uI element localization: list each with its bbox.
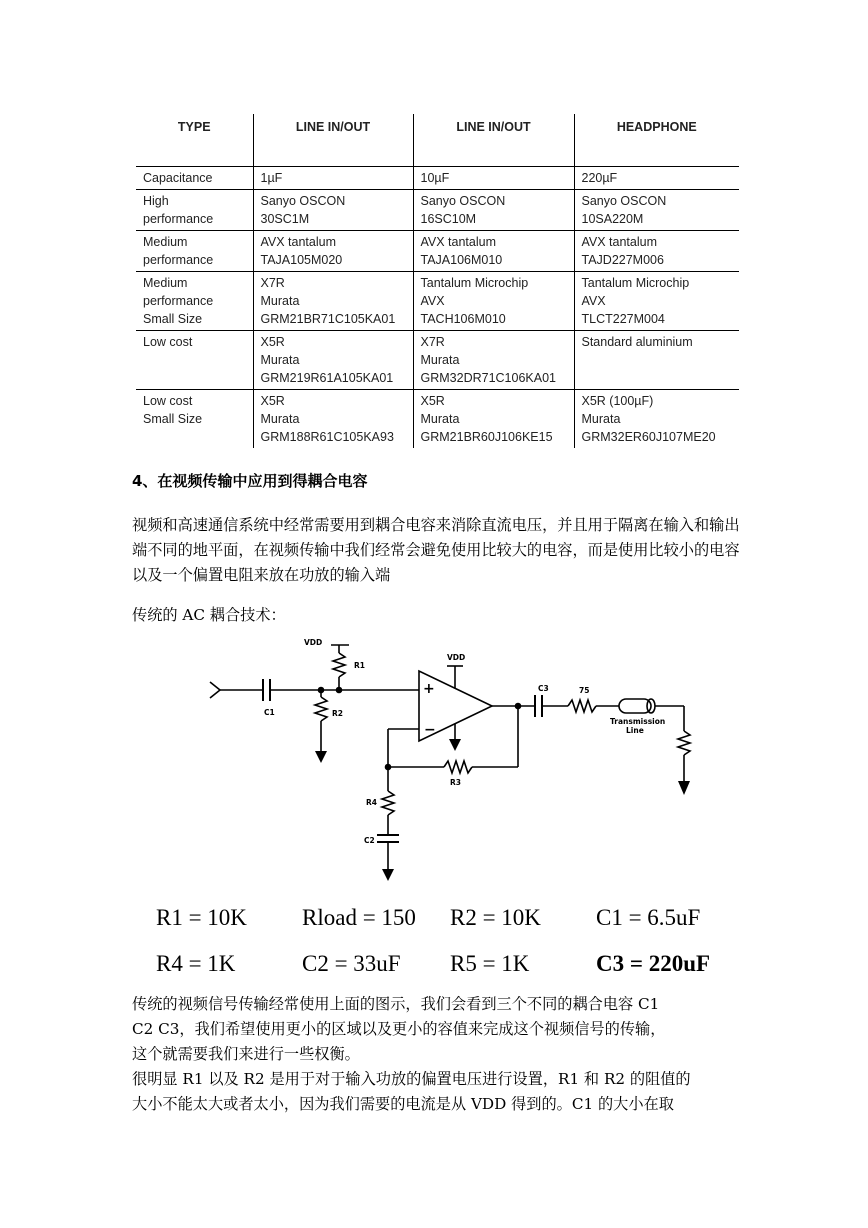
cell-line: Small Size: [143, 412, 203, 426]
cell-line: GRM21BR71C105KA01: [260, 312, 396, 326]
cell-line: AVX: [581, 294, 606, 308]
table-row: [136, 390, 739, 449]
table-cell: [253, 231, 413, 272]
cell-line: TACH106M010: [420, 312, 506, 326]
cell-line: TAJA105M020: [260, 253, 343, 267]
label-r2: R2: [332, 709, 343, 718]
circuit-wires: [210, 645, 690, 869]
r3-resistor: [444, 761, 472, 773]
text-line: 这个就需要我们来进行一些权衡。: [132, 1045, 360, 1063]
table-cell: [574, 231, 739, 272]
header-type: TYPE: [136, 114, 253, 167]
table-cell: [574, 190, 739, 231]
label-c3: C3: [538, 684, 549, 693]
cell-line: TAJA106M010: [420, 253, 503, 267]
cell-line: Murata: [420, 353, 460, 367]
cell-line: AVX tantalum: [581, 235, 658, 249]
value-r1: R1 = 10K: [156, 905, 247, 930]
table-cell: [413, 167, 574, 190]
value-c3: C3 = 220uF: [596, 951, 711, 976]
label-r4: R4: [366, 798, 377, 807]
cell-line: Murata: [260, 294, 300, 308]
r2-resistor: [315, 697, 327, 721]
table-cell: [413, 190, 574, 231]
table-row: [136, 272, 739, 331]
cell-line: Murata: [260, 353, 300, 367]
input-arrow: [210, 682, 220, 698]
cell-line: Murata: [581, 412, 621, 426]
cell-line: AVX tantalum: [420, 235, 497, 249]
table-cell: [136, 231, 253, 272]
ground-icon: [678, 781, 690, 795]
ground-icon: [382, 869, 394, 881]
table-cell: [413, 331, 574, 390]
cell-line: Sanyo OSCON: [581, 194, 667, 208]
load-resistor: [678, 731, 690, 755]
cell-line: Low cost: [143, 394, 193, 408]
r4-resistor: [382, 791, 394, 815]
ground-symbols: [315, 739, 690, 881]
cell-line: GRM188R61C105KA93: [260, 430, 394, 444]
opamp-plus-sign: +: [423, 681, 435, 697]
cell-line: 16SC10M: [420, 212, 477, 226]
cell-line: X7R: [260, 276, 285, 290]
cell-line: Murata: [420, 412, 460, 426]
table-cell: [253, 390, 413, 449]
value-rload: Rload = 150: [302, 905, 416, 930]
cell-line: Low cost: [143, 335, 193, 349]
cell-line: Sanyo OSCON: [420, 194, 506, 208]
text-line: 传统的视频信号传输经常使用上面的图示，我们会看到三个不同的耦合电容 C1: [132, 995, 660, 1013]
value-r5: R5 = 1K: [450, 951, 530, 976]
cell-line: AVX tantalum: [260, 235, 337, 249]
ground-icon: [449, 739, 461, 751]
cell-line: TAJD227M006: [581, 253, 664, 267]
label-r1: R1: [354, 661, 365, 670]
ac-coupling-circuit-diagram: [136, 633, 736, 990]
text-line: 大小不能太大或者太小，因为我们需要的电流是从 VDD 得到的。C1 的大小在取: [132, 1095, 674, 1113]
cell-line: Tantalum Microchip: [581, 276, 690, 290]
section-heading: 4、在视频传输中应用到得耦合电容: [132, 472, 368, 490]
r1-resistor: [333, 653, 345, 677]
table-cell: [136, 272, 253, 331]
label-c2: C2: [364, 836, 375, 845]
paragraph-ac-coupling-title: 传统的 AC 耦合技术：: [132, 606, 286, 624]
opamp-minus-sign: −: [424, 722, 436, 738]
cell-line: 10SA220M: [581, 212, 644, 226]
value-r2: R2 = 10K: [450, 905, 541, 930]
table-cell: [136, 331, 253, 390]
table-cell: [253, 331, 413, 390]
table-row: [136, 167, 739, 190]
cell-line: performance: [143, 294, 214, 308]
header-line-in-out-1: LINE IN/OUT: [253, 114, 413, 167]
table-cell: [574, 167, 739, 190]
cell-line: X5R: [420, 394, 445, 408]
cell-line: Small Size: [143, 312, 203, 326]
table-cell: [574, 272, 739, 331]
text-line: C2 C3，我们希望使用更小的区域以及更小的容值来完成这个视频信号的传输，: [132, 1020, 666, 1038]
label-r75: 75: [579, 686, 590, 695]
cell-line: Sanyo OSCON: [260, 194, 346, 208]
table-cell: [136, 167, 253, 190]
table-row: [136, 231, 739, 272]
table-cell: [136, 190, 253, 231]
table-cell: [253, 272, 413, 331]
cell-line: X7R: [420, 335, 445, 349]
table-row: [136, 190, 739, 231]
table-cell: [413, 272, 574, 331]
table-cell: [413, 390, 574, 449]
cell-line: TLCT227M004: [581, 312, 665, 326]
table-cell: [574, 390, 739, 449]
cell-line: 10µF: [420, 171, 450, 185]
text-line: 很明显 R1 以及 R2 是用于对于输入功放的偏置电压进行设置，R1 和 R2 的阻值的: [132, 1070, 691, 1088]
cell-line: AVX: [420, 294, 445, 308]
table-cell: [253, 190, 413, 231]
cell-line: GRM32DR71C106KA01: [420, 371, 556, 385]
r75-resistor: [568, 700, 596, 712]
cell-line: GRM32ER60J107ME20: [581, 430, 716, 444]
capacitor-table: [136, 114, 739, 448]
label-c1: C1: [264, 708, 275, 717]
table-header-row: [136, 114, 739, 167]
cell-line: Medium: [143, 235, 188, 249]
label-tline-2: Line: [626, 726, 644, 735]
value-r4: R4 = 1K: [156, 951, 236, 976]
header-headphone: HEADPHONE: [574, 114, 739, 167]
cell-line: Murata: [260, 412, 300, 426]
cell-line: Tantalum Microchip: [420, 276, 529, 290]
value-c2: C2 = 33uF: [302, 951, 401, 976]
label-vdd2: VDD: [447, 653, 466, 662]
cell-line: 1µF: [260, 171, 283, 185]
cell-line: performance: [143, 253, 214, 267]
cell-line: 30SC1M: [260, 212, 310, 226]
cell-line: 220µF: [581, 171, 618, 185]
value-c1: C1 = 6.5uF: [596, 905, 701, 930]
cell-line: X5R (100µF): [581, 394, 654, 408]
cell-line: X5R: [260, 394, 285, 408]
label-r3: R3: [450, 778, 461, 787]
ground-icon: [315, 751, 327, 763]
header-line-in-out-2: LINE IN/OUT: [413, 114, 574, 167]
table-cell: [253, 167, 413, 190]
cell-line: GRM219R61A105KA01: [260, 371, 394, 385]
table-cell: [136, 390, 253, 449]
cell-line: High: [143, 194, 169, 208]
label-vdd1: VDD: [304, 638, 323, 647]
table-cell: [413, 231, 574, 272]
cell-line: Medium: [143, 276, 188, 290]
cell-line: Standard aluminium: [581, 335, 693, 349]
label-tline-1: Transmission: [610, 717, 666, 726]
cell-line: GRM21BR60J106KE15: [420, 430, 553, 444]
paragraph-coupling-intro: 视频和高速通信系统中经常需要用到耦合电容来消除直流电压，并且用于隔离在输入和输出端不同的地平面，在视频传输中我们经常会避免使用比较大的电容，而是使用比较小的电容以及一个偏置电阻来放在功放的输入端: [132, 516, 740, 584]
cell-line: performance: [143, 212, 214, 226]
cell-line: Capacitance: [143, 171, 213, 185]
cell-line: X5R: [260, 335, 285, 349]
paragraph-traditional-analysis: [132, 992, 752, 1117]
table-row: [136, 331, 739, 390]
table-cell: [574, 331, 739, 390]
